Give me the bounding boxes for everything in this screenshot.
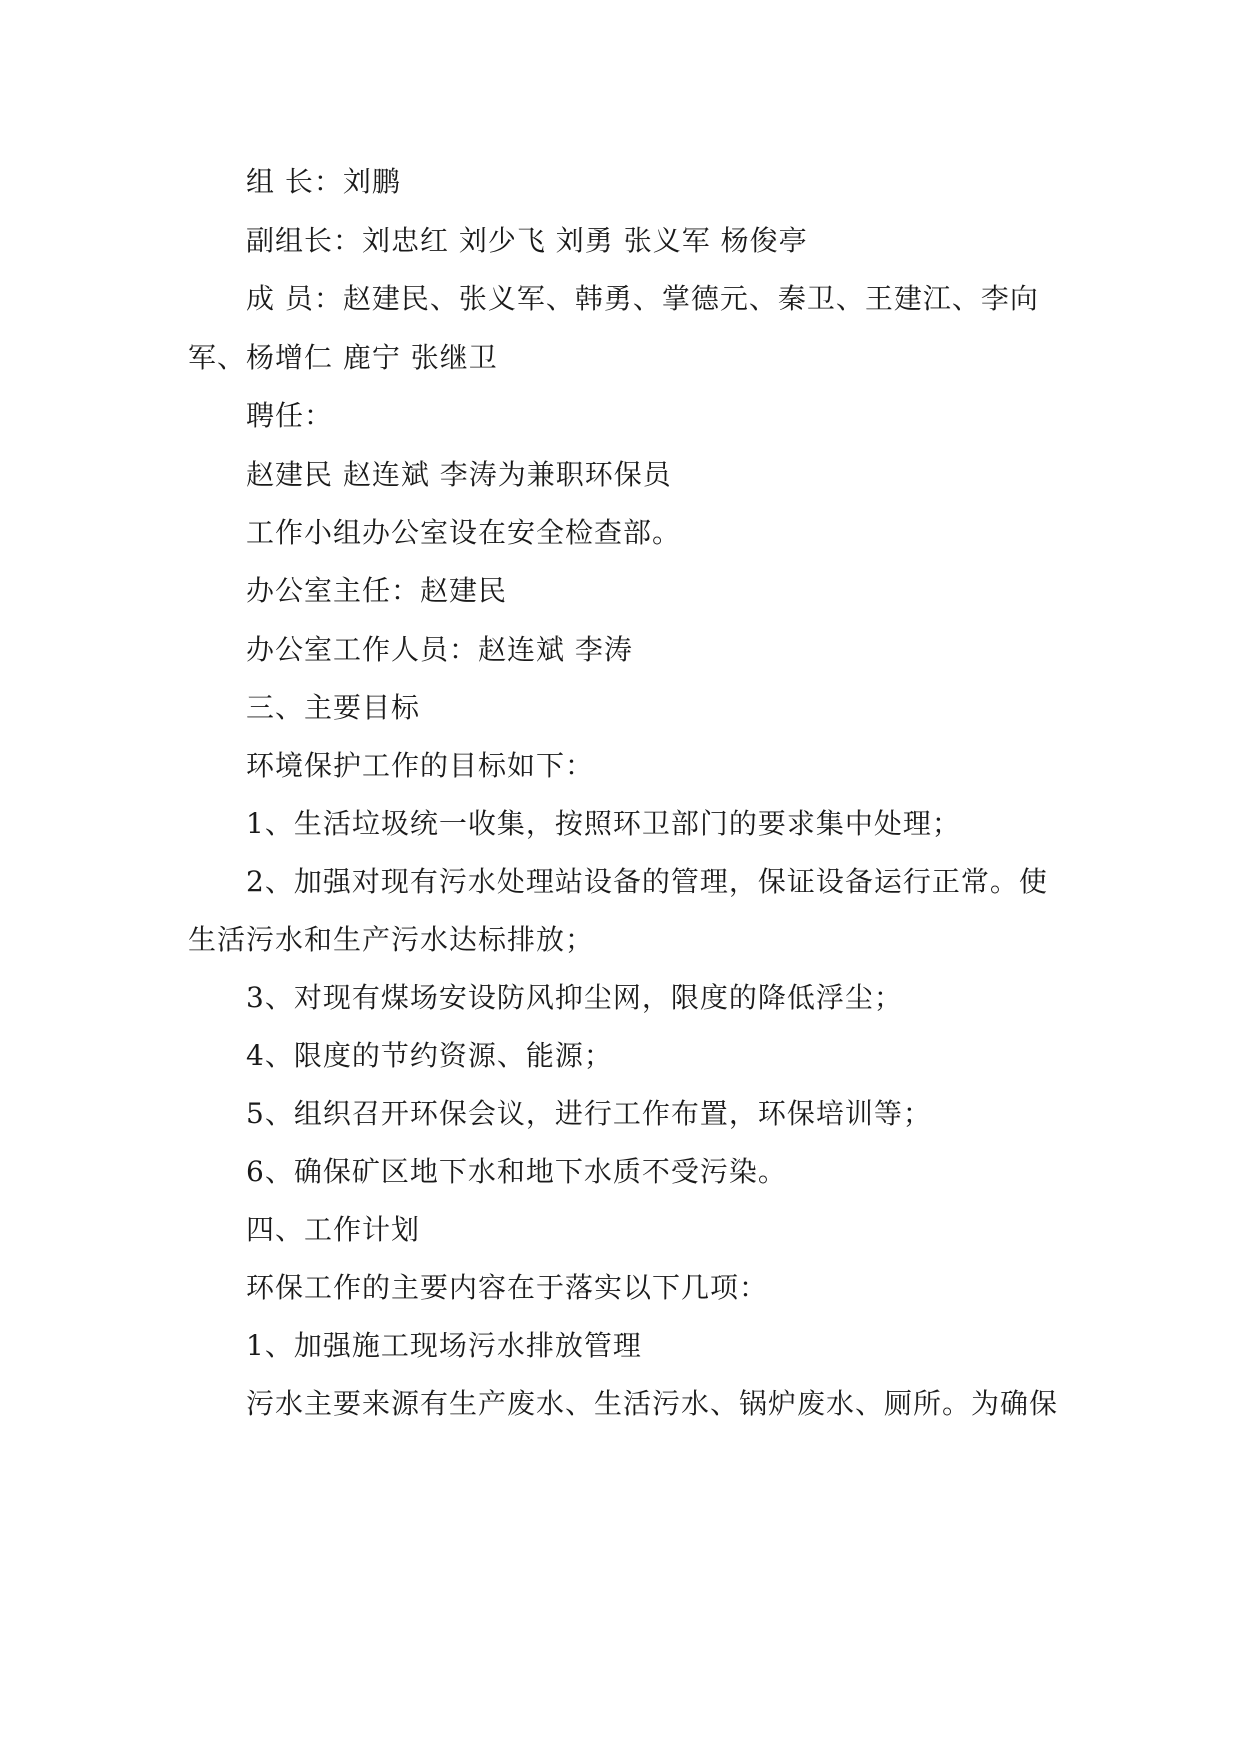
members-line-continued: 军、杨增仁 鹿宁 张继卫 <box>188 341 498 374</box>
goals-intro-line: 环境保护工作的目标如下： <box>246 749 595 782</box>
members-line: 成 员：赵建民、张义军、韩勇、掌德元、秦卫、王建江、李向 <box>246 282 1039 315</box>
office-staff-line: 办公室工作人员：赵连斌 李涛 <box>246 633 633 666</box>
goal-item-2-continued: 生活污水和生产污水达标排放； <box>188 923 595 956</box>
office-location-line: 工作小组办公室设在安全检查部。 <box>246 516 682 549</box>
goal-item-1: 1、生活垃圾统一收集，按照环卫部门的要求集中处理； <box>246 807 961 840</box>
goal-item-3: 3、对现有煤场安设防风抑尘网，限度的降低浮尘； <box>246 981 903 1014</box>
team-leader-line: 组 长：刘鹏 <box>246 165 401 198</box>
sewage-source-line: 污水主要来源有生产废水、生活污水、锅炉废水、厕所。为确保 <box>246 1387 1059 1420</box>
goal-item-4: 4、限度的节约资源、能源； <box>246 1039 613 1072</box>
work-plan-item-1: 1、加强施工现场污水排放管理 <box>246 1329 642 1362</box>
goal-item-6: 6、确保矿区地下水和地下水质不受污染。 <box>246 1155 787 1188</box>
work-plan-intro-line: 环保工作的主要内容在于落实以下几项： <box>246 1271 769 1304</box>
deputy-leaders-line: 副组长：刘忠红 刘少飞 刘勇 张义军 杨俊亭 <box>246 224 808 257</box>
section-heading-main-goals: 三、主要目标 <box>246 691 421 724</box>
goal-item-2: 2、加强对现有污水处理站设备的管理，保证设备运行正常。使 <box>246 865 1048 898</box>
office-director-line: 办公室主任：赵建民 <box>246 574 508 607</box>
appointment-heading: 聘任： <box>246 399 334 432</box>
goal-item-5: 5、组织召开环保会议，进行工作布置，环保培训等； <box>246 1097 932 1130</box>
appointment-line: 赵建民 赵连斌 李涛为兼职环保员 <box>246 458 672 491</box>
section-heading-work-plan: 四、工作计划 <box>246 1213 421 1246</box>
